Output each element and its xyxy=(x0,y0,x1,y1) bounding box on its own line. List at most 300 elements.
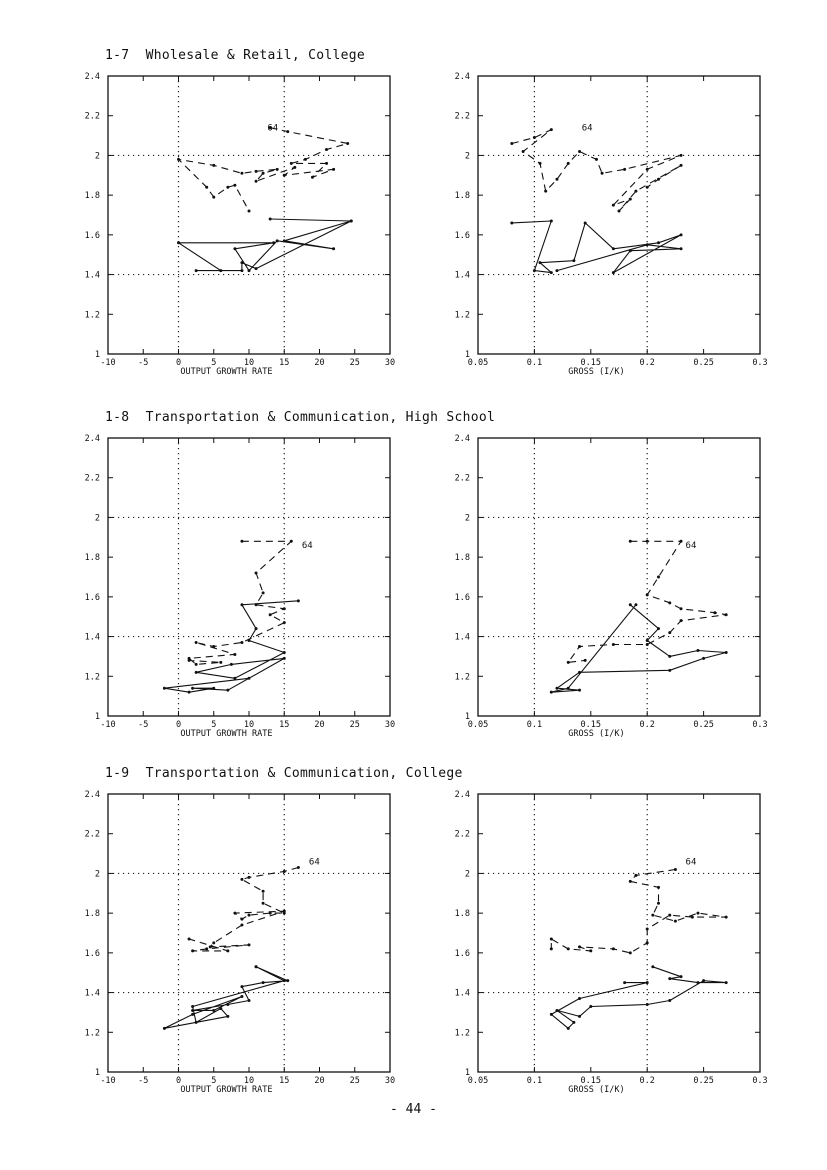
data-point-dashed xyxy=(555,178,558,181)
y-tick-label: 1 xyxy=(464,712,470,722)
data-point-solid xyxy=(725,981,728,984)
data-point-solid xyxy=(248,999,251,1002)
section-title-1-9: 1-9 Transportation & Communication, College xyxy=(105,766,463,781)
x-tick-label: 30 xyxy=(384,358,396,368)
data-point-solid xyxy=(612,271,615,274)
x-tick-label: 0 xyxy=(175,1076,182,1086)
x-tick-label: 0.1 xyxy=(526,720,543,730)
x-tick-label: 15 xyxy=(279,1076,290,1086)
data-point-solid xyxy=(612,247,615,250)
data-point-dashed xyxy=(283,910,286,913)
y-tick-label: 1.2 xyxy=(84,1028,100,1039)
data-point-solid xyxy=(533,269,536,272)
data-point-dashed xyxy=(623,168,626,171)
data-point-dashed xyxy=(725,916,728,919)
data-point-dashed xyxy=(629,198,632,201)
data-point-dashed xyxy=(188,937,191,940)
data-point-dashed xyxy=(283,607,286,610)
data-point-dashed xyxy=(657,902,660,905)
x-tick-label: 25 xyxy=(349,720,360,730)
data-point-dashed xyxy=(629,951,632,954)
data-point-solid xyxy=(646,639,649,642)
x-tick-label: 0.1 xyxy=(526,1076,543,1086)
data-point-dashed xyxy=(283,621,286,624)
data-point-solid xyxy=(578,671,581,674)
data-point-solid xyxy=(567,687,570,690)
data-point-dashed xyxy=(255,170,258,173)
chart-1-9-gross-ik xyxy=(430,784,780,1104)
data-point-solid xyxy=(646,981,649,984)
y-tick-label: 1.6 xyxy=(454,948,470,959)
data-point-dashed xyxy=(205,947,208,950)
data-point-dashed xyxy=(240,924,243,927)
data-point-solid xyxy=(226,689,229,692)
x-tick-label: -10 xyxy=(100,720,116,730)
data-point-solid xyxy=(248,639,251,642)
data-point-dashed xyxy=(283,174,286,177)
y-tick-label: 1.4 xyxy=(84,632,100,643)
y-tick-label: 1.6 xyxy=(454,230,470,241)
data-point-dashed xyxy=(651,914,654,917)
data-point-solid xyxy=(286,979,289,982)
data-point-solid xyxy=(550,1013,553,1016)
data-point-dashed xyxy=(212,164,215,167)
data-point-solid xyxy=(680,975,683,978)
data-point-solid xyxy=(696,649,699,652)
data-point-dashed xyxy=(618,210,621,213)
data-point-dashed xyxy=(696,912,699,915)
x-tick-label: 0.2 xyxy=(639,1076,655,1086)
data-point-dashed xyxy=(612,204,615,207)
data-point-solid xyxy=(163,1027,166,1030)
data-point-solid xyxy=(283,657,286,660)
y-tick-label: 2.4 xyxy=(454,434,470,444)
data-point-dashed xyxy=(283,870,286,873)
x-tick-label: -5 xyxy=(138,1076,149,1086)
x-tick-label: 20 xyxy=(314,1076,325,1086)
data-point-solid xyxy=(578,1015,581,1018)
data-point-dashed xyxy=(297,866,300,869)
data-point-solid xyxy=(195,1021,198,1024)
data-point-solid xyxy=(191,1013,194,1016)
data-point-solid xyxy=(550,691,553,694)
data-point-solid xyxy=(651,965,654,968)
data-point-solid xyxy=(191,687,194,690)
x-tick-label: 20 xyxy=(314,720,325,730)
y-tick-label: 1.2 xyxy=(84,310,100,321)
data-point-solid xyxy=(255,965,258,968)
y-tick-label: 2.4 xyxy=(84,790,100,800)
data-point-dashed xyxy=(240,641,243,644)
plot-frame xyxy=(108,794,390,1072)
data-point-dashed xyxy=(578,645,581,648)
y-tick-label: 2 xyxy=(94,869,100,880)
data-point-dashed xyxy=(550,937,553,940)
data-point-dashed xyxy=(629,880,632,883)
data-point-dashed xyxy=(276,168,279,171)
annotation-label: 64 xyxy=(685,541,697,552)
y-tick-label: 1.8 xyxy=(84,191,100,202)
data-point-dashed xyxy=(177,158,180,161)
y-tick-label: 2.4 xyxy=(84,72,100,82)
data-point-solid xyxy=(255,267,258,270)
x-tick-label: 15 xyxy=(279,358,290,368)
data-point-dashed xyxy=(578,945,581,948)
y-tick-label: 1.2 xyxy=(454,310,470,321)
data-point-solid xyxy=(578,689,581,692)
data-point-dashed xyxy=(646,540,649,543)
data-point-solid xyxy=(680,233,683,236)
data-point-dashed xyxy=(255,572,258,575)
y-tick-label: 1.8 xyxy=(454,553,470,564)
y-tick-label: 1 xyxy=(94,350,100,360)
x-tick-label: 0.05 xyxy=(467,1076,489,1086)
series-line-dashed xyxy=(189,868,298,951)
data-point-dashed xyxy=(680,607,683,610)
data-point-solid xyxy=(233,677,236,680)
data-point-dashed xyxy=(293,166,296,169)
data-point-solid xyxy=(725,651,728,654)
data-point-solid xyxy=(276,239,279,242)
x-tick-label: 5 xyxy=(211,720,217,730)
data-point-solid xyxy=(646,1003,649,1006)
data-point-dashed xyxy=(286,130,289,133)
data-point-solid xyxy=(702,657,705,660)
data-point-solid xyxy=(255,627,258,630)
data-point-dashed xyxy=(680,164,683,167)
y-tick-label: 2.2 xyxy=(84,111,100,122)
data-point-solid xyxy=(668,669,671,672)
data-point-dashed xyxy=(262,902,265,905)
section-title-1-7: 1-7 Wholesale & Retail, College xyxy=(105,48,366,63)
data-point-dashed xyxy=(269,912,272,915)
data-point-dashed xyxy=(510,142,513,145)
x-tick-label: -5 xyxy=(138,720,149,730)
data-point-dashed xyxy=(248,914,251,917)
x-axis-label: GROSS (I/K) xyxy=(568,367,625,377)
data-point-dashed xyxy=(233,653,236,656)
x-tick-label: 0.05 xyxy=(467,720,489,730)
y-tick-label: 2 xyxy=(94,513,100,524)
data-point-dashed xyxy=(212,645,215,648)
x-tick-label: 20 xyxy=(314,358,325,368)
series-line-dashed xyxy=(512,130,681,211)
data-point-solid xyxy=(272,241,275,244)
data-point-dashed xyxy=(584,659,587,662)
y-tick-label: 2.2 xyxy=(454,473,470,484)
series-line-solid xyxy=(512,221,681,273)
x-tick-label: 0 xyxy=(175,358,182,368)
data-point-solid xyxy=(657,241,660,244)
data-point-solid xyxy=(212,1009,215,1012)
data-point-dashed xyxy=(668,631,671,634)
plot-frame xyxy=(478,794,760,1072)
y-tick-label: 1.4 xyxy=(454,632,470,643)
x-tick-label: 0.25 xyxy=(693,358,714,368)
data-point-solid xyxy=(702,979,705,982)
x-tick-label: 0.15 xyxy=(580,358,602,368)
x-tick-label: 0 xyxy=(175,720,182,730)
series-line-dashed xyxy=(551,870,726,953)
x-tick-label: 10 xyxy=(243,358,255,368)
data-point-dashed xyxy=(325,148,328,151)
plot-frame xyxy=(108,438,390,716)
y-tick-label: 1 xyxy=(94,712,100,722)
y-tick-label: 1.6 xyxy=(84,948,100,959)
data-point-dashed xyxy=(248,210,251,213)
data-point-dashed xyxy=(195,641,198,644)
data-point-solid xyxy=(510,221,513,224)
data-point-dashed xyxy=(680,154,683,157)
data-point-dashed xyxy=(646,941,649,944)
data-point-dashed xyxy=(346,142,349,145)
x-tick-label: -10 xyxy=(100,1076,116,1086)
data-point-dashed xyxy=(240,878,243,881)
y-tick-label: 1.4 xyxy=(454,270,470,281)
x-axis-label: GROSS (I/K) xyxy=(568,1085,625,1095)
section-title-1-8: 1-8 Transportation & Communication, High School xyxy=(105,410,496,425)
data-point-dashed xyxy=(634,874,637,877)
data-point-solid xyxy=(589,1005,592,1008)
y-tick-label: 2.2 xyxy=(84,829,100,840)
data-point-dashed xyxy=(219,661,222,664)
data-point-solid xyxy=(248,269,251,272)
plot-frame xyxy=(478,76,760,354)
y-tick-label: 1.2 xyxy=(84,672,100,683)
x-tick-label: 0.2 xyxy=(639,358,655,368)
data-point-solid xyxy=(269,217,272,220)
data-point-solid xyxy=(283,651,286,654)
data-point-solid xyxy=(226,1003,229,1006)
y-tick-label: 2 xyxy=(464,869,470,880)
data-point-dashed xyxy=(248,943,251,946)
x-tick-label: 0.3 xyxy=(752,358,768,368)
data-point-solid xyxy=(572,1021,575,1024)
data-point-dashed xyxy=(191,949,194,952)
x-tick-label: 0.15 xyxy=(580,720,602,730)
data-point-solid xyxy=(191,1005,194,1008)
x-tick-label: 0.25 xyxy=(693,1076,714,1086)
data-point-dashed xyxy=(544,190,547,193)
data-point-solid xyxy=(226,1015,229,1018)
data-point-solid xyxy=(230,663,233,666)
data-point-solid xyxy=(262,981,265,984)
y-tick-label: 2.2 xyxy=(454,829,470,840)
data-point-solid xyxy=(572,259,575,262)
y-tick-label: 1.6 xyxy=(454,592,470,603)
annotation-label: 64 xyxy=(581,123,593,134)
x-tick-label: -10 xyxy=(100,358,116,368)
chart-1-8-gross-ik xyxy=(430,428,780,748)
data-point-solid xyxy=(212,687,215,690)
data-point-solid xyxy=(188,691,191,694)
data-point-dashed xyxy=(233,184,236,187)
data-point-dashed xyxy=(567,162,570,165)
x-tick-label: 0.15 xyxy=(580,1076,602,1086)
x-axis-label: OUTPUT GROWTH RATE xyxy=(180,367,273,377)
data-point-solid xyxy=(163,687,166,690)
x-tick-label: 0.2 xyxy=(639,720,655,730)
data-point-dashed xyxy=(550,128,553,131)
data-point-dashed xyxy=(226,949,229,952)
y-tick-label: 2 xyxy=(464,151,470,162)
data-point-solid xyxy=(550,271,553,274)
data-point-dashed xyxy=(290,540,293,543)
data-point-solid xyxy=(680,247,683,250)
y-tick-label: 1.6 xyxy=(84,230,100,241)
data-point-dashed xyxy=(578,150,581,153)
data-point-dashed xyxy=(255,180,258,183)
data-point-solid xyxy=(623,981,626,984)
data-point-dashed xyxy=(612,643,615,646)
data-point-solid xyxy=(195,269,198,272)
data-point-solid xyxy=(550,219,553,222)
data-point-solid xyxy=(555,269,558,272)
data-point-dashed xyxy=(262,591,265,594)
data-point-solid xyxy=(219,1007,222,1010)
x-tick-label: 0.1 xyxy=(526,358,543,368)
data-point-dashed xyxy=(713,611,716,614)
x-tick-label: 30 xyxy=(384,1076,396,1086)
data-point-dashed xyxy=(195,663,198,666)
data-point-solid xyxy=(555,687,558,690)
data-point-solid xyxy=(578,997,581,1000)
data-point-solid xyxy=(668,999,671,1002)
data-point-dashed xyxy=(240,172,243,175)
y-tick-label: 1.8 xyxy=(84,553,100,564)
x-tick-label: 25 xyxy=(349,358,360,368)
annotation-label: 64 xyxy=(301,541,313,552)
data-point-solid xyxy=(195,671,198,674)
data-point-solid xyxy=(283,239,286,242)
x-tick-label: 10 xyxy=(243,1076,255,1086)
data-point-solid xyxy=(696,981,699,984)
data-point-dashed xyxy=(674,868,677,871)
data-point-dashed xyxy=(311,176,314,179)
plot-frame xyxy=(108,76,390,354)
data-point-dashed xyxy=(601,172,604,175)
annotation-label: 64 xyxy=(308,857,320,868)
data-point-solid xyxy=(539,261,542,264)
x-tick-label: -5 xyxy=(138,358,149,368)
data-point-dashed xyxy=(646,186,649,189)
annotation-label: 64 xyxy=(267,123,279,134)
data-point-dashed xyxy=(269,613,272,616)
data-point-solid xyxy=(584,221,587,224)
annotation-label: 64 xyxy=(685,857,697,868)
data-point-dashed xyxy=(646,168,649,171)
data-point-dashed xyxy=(290,162,293,165)
series-line-solid xyxy=(551,967,726,1029)
y-tick-label: 1.4 xyxy=(84,988,100,999)
y-tick-label: 2.2 xyxy=(84,473,100,484)
y-tick-label: 1.8 xyxy=(454,191,470,202)
data-point-dashed xyxy=(657,886,660,889)
data-point-solid xyxy=(657,627,660,630)
data-point-solid xyxy=(668,977,671,980)
data-point-dashed xyxy=(522,150,525,153)
data-point-dashed xyxy=(325,162,328,165)
data-point-solid xyxy=(646,243,649,246)
data-point-dashed xyxy=(668,601,671,604)
data-point-solid xyxy=(332,247,335,250)
y-tick-label: 1.8 xyxy=(454,909,470,920)
data-point-dashed xyxy=(188,659,191,662)
x-tick-label: 0.05 xyxy=(467,358,489,368)
y-tick-label: 1.2 xyxy=(454,1028,470,1039)
data-point-solid xyxy=(629,249,632,252)
x-axis-label: OUTPUT GROWTH RATE xyxy=(180,729,273,739)
data-point-solid xyxy=(177,241,180,244)
data-point-solid xyxy=(350,219,353,222)
x-tick-label: 5 xyxy=(211,358,217,368)
y-tick-label: 2 xyxy=(94,151,100,162)
series-line-solid xyxy=(164,967,287,1029)
data-point-solid xyxy=(567,1027,570,1030)
data-point-dashed xyxy=(646,928,649,931)
data-point-dashed xyxy=(634,190,637,193)
y-tick-label: 2.4 xyxy=(454,72,470,82)
x-tick-label: 30 xyxy=(384,720,396,730)
data-point-dashed xyxy=(595,158,598,161)
data-point-dashed xyxy=(646,593,649,596)
x-tick-label: 25 xyxy=(349,1076,360,1086)
page-number: - 44 - xyxy=(390,1102,437,1117)
x-tick-label: 10 xyxy=(243,720,255,730)
x-tick-label: 5 xyxy=(211,1076,217,1086)
data-point-solid xyxy=(248,677,251,680)
data-point-solid xyxy=(634,603,637,606)
data-point-solid xyxy=(240,269,243,272)
y-tick-label: 2.4 xyxy=(84,434,100,444)
data-point-dashed xyxy=(240,918,243,921)
data-point-dashed xyxy=(646,643,649,646)
y-tick-label: 1 xyxy=(94,1068,100,1078)
data-point-dashed xyxy=(332,168,335,171)
y-tick-label: 1.4 xyxy=(454,988,470,999)
chart-1-7-gross-ik xyxy=(430,66,780,386)
y-tick-label: 2 xyxy=(464,513,470,524)
y-tick-label: 1.4 xyxy=(84,270,100,281)
data-point-dashed xyxy=(248,876,251,879)
data-point-dashed xyxy=(691,916,694,919)
data-point-dashed xyxy=(262,172,265,175)
data-point-dashed xyxy=(539,162,542,165)
data-point-dashed xyxy=(567,661,570,664)
data-point-dashed xyxy=(668,914,671,917)
data-point-dashed xyxy=(212,196,215,199)
data-point-solid xyxy=(240,261,243,264)
data-point-dashed xyxy=(674,920,677,923)
y-tick-label: 1.8 xyxy=(84,909,100,920)
data-point-dashed xyxy=(533,136,536,139)
data-point-dashed xyxy=(205,186,208,189)
data-point-solid xyxy=(668,655,671,658)
y-tick-label: 2.2 xyxy=(454,111,470,122)
data-point-solid xyxy=(283,979,286,982)
x-tick-label: 0.3 xyxy=(752,1076,768,1086)
data-point-dashed xyxy=(725,613,728,616)
data-point-dashed xyxy=(550,947,553,950)
data-point-dashed xyxy=(304,158,307,161)
data-point-solid xyxy=(219,269,222,272)
data-point-dashed xyxy=(240,540,243,543)
y-tick-label: 2.4 xyxy=(454,790,470,800)
data-point-dashed xyxy=(226,186,229,189)
series-line-dashed xyxy=(179,128,348,211)
data-point-dashed xyxy=(589,949,592,952)
data-point-dashed xyxy=(209,945,212,948)
